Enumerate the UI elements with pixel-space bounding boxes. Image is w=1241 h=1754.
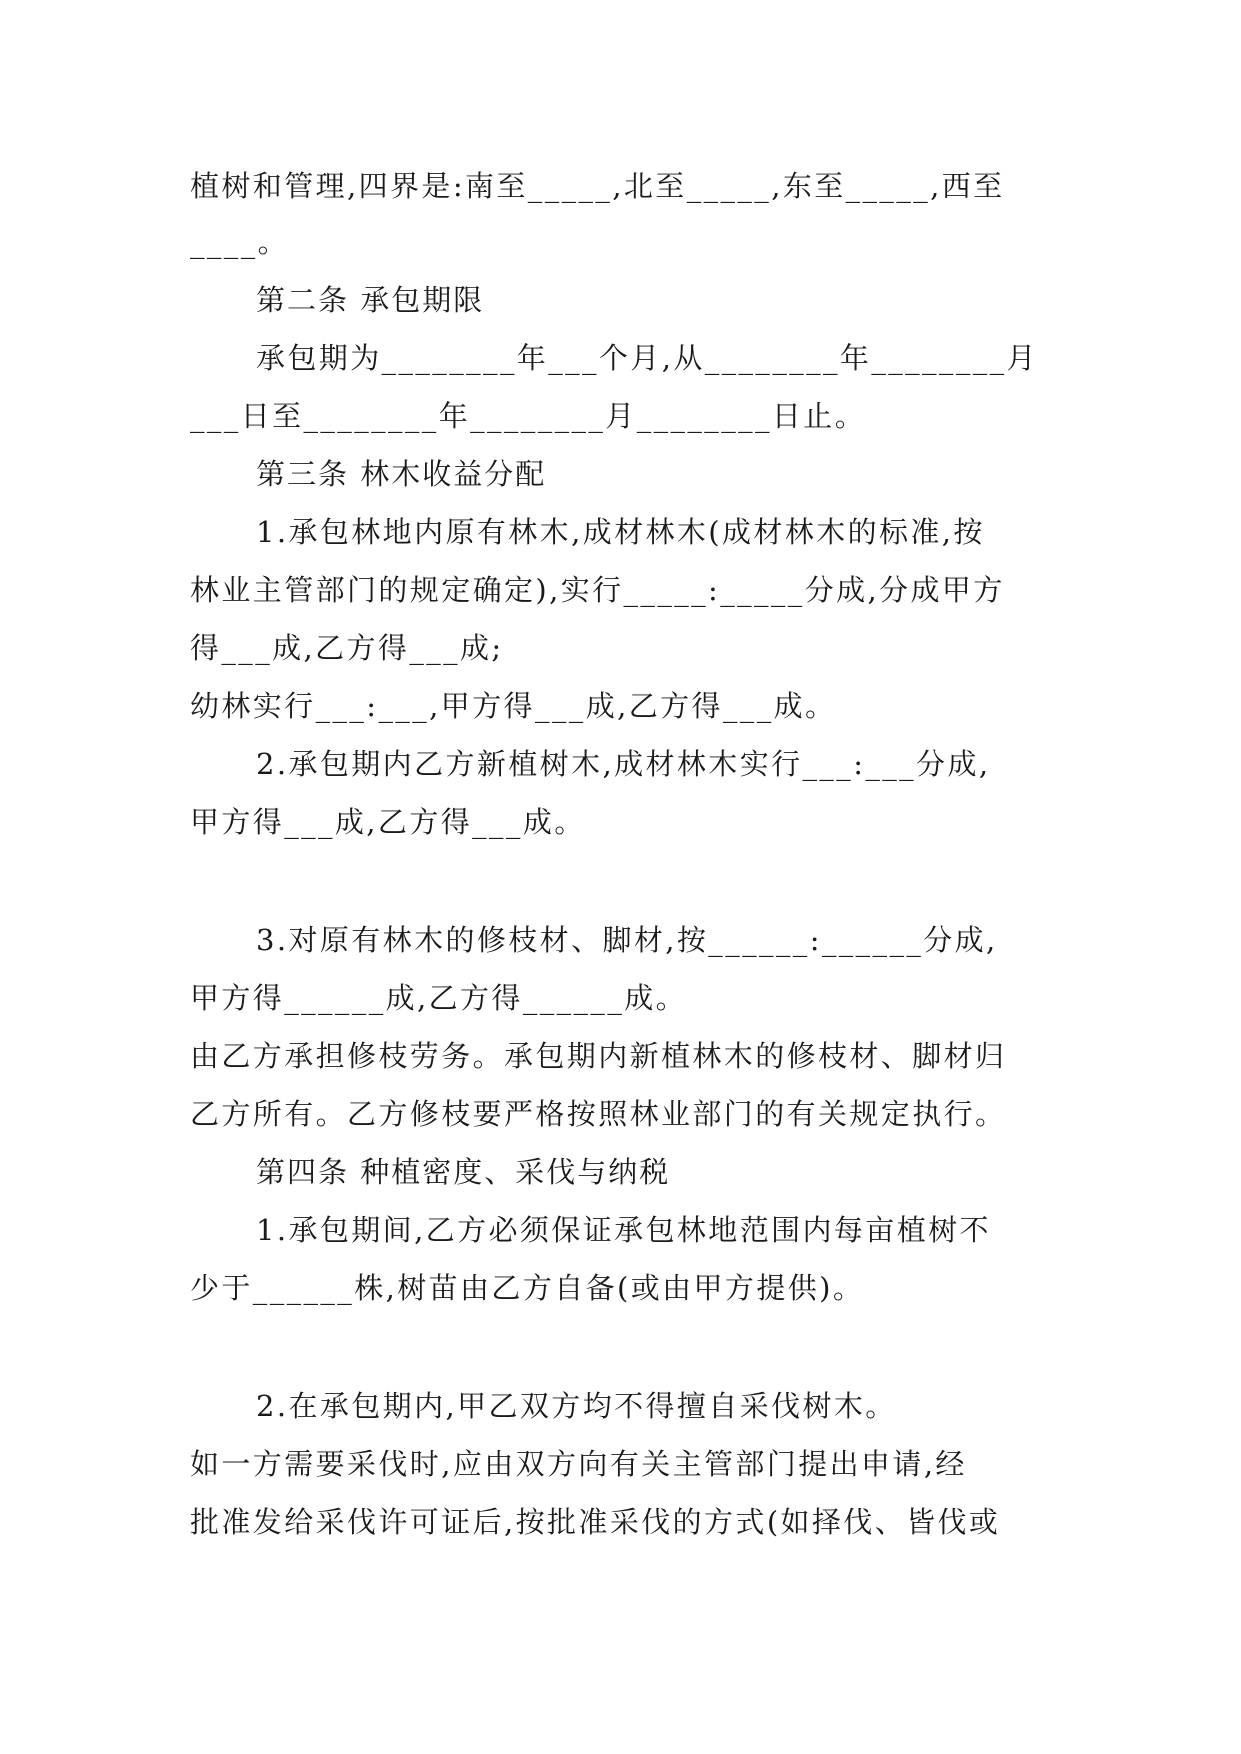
text-line-9: 得___成,乙方得___成; — [190, 631, 504, 665]
text-line-22: 批准发给采伐许可证后,按批准采伐的方式(如择伐、皆伐或 — [190, 1505, 1001, 1539]
article-4-heading: 第四条 种植密度、采伐与纳税 — [256, 1155, 671, 1189]
text-line-12: 甲方得___成,乙方得___成。 — [190, 805, 586, 839]
text-line-19: 少于______株,树苗由乙方自备(或由甲方提供)。 — [190, 1271, 865, 1305]
text-line-8: 林业主管部门的规定确定),实行_____:_____分成,分成甲方 — [190, 573, 1005, 607]
text-line-20: 2.在承包期内,甲乙双方均不得擅自采伐树木。 — [256, 1389, 897, 1423]
text-line-10: 幼林实行___:___,甲方得___成,乙方得___成。 — [190, 689, 837, 723]
text-line-2: ____。 — [190, 225, 290, 259]
article-3-heading: 第三条 林木收益分配 — [256, 457, 547, 491]
text-line-14: 甲方得______成,乙方得______成。 — [190, 981, 688, 1015]
text-line-11: 2.承包期内乙方新植树木,成材林木实行___:___分成, — [256, 747, 991, 781]
text-line-15: 由乙方承担修枝劳务。承包期内新植林木的修枝材、脚材归 — [190, 1039, 1007, 1073]
text-line-21: 如一方需要采伐时,应由双方向有关主管部门提出申请,经 — [190, 1447, 967, 1481]
text-line-13: 3.对原有林木的修枝材、脚材,按______:______分成, — [256, 923, 998, 957]
text-line-5: ___日至________年________月________日止。 — [190, 399, 867, 433]
text-line-4: 承包期为________年___个月,从________年________月 — [256, 341, 1038, 375]
text-line-16: 乙方所有。乙方修枝要严格按照林业部门的有关规定执行。 — [190, 1097, 1007, 1131]
article-2-heading: 第二条 承包期限 — [256, 283, 485, 317]
text-line-1: 植树和管理,四界是:南至_____,北至_____,东至_____,西至 — [190, 169, 1005, 203]
text-line-7: 1.承包林地内原有林木,成材林木(成材林木的标准,按 — [256, 515, 985, 549]
text-line-18: 1.承包期间,乙方必须保证承包林地范围内每亩植树不 — [256, 1213, 991, 1247]
